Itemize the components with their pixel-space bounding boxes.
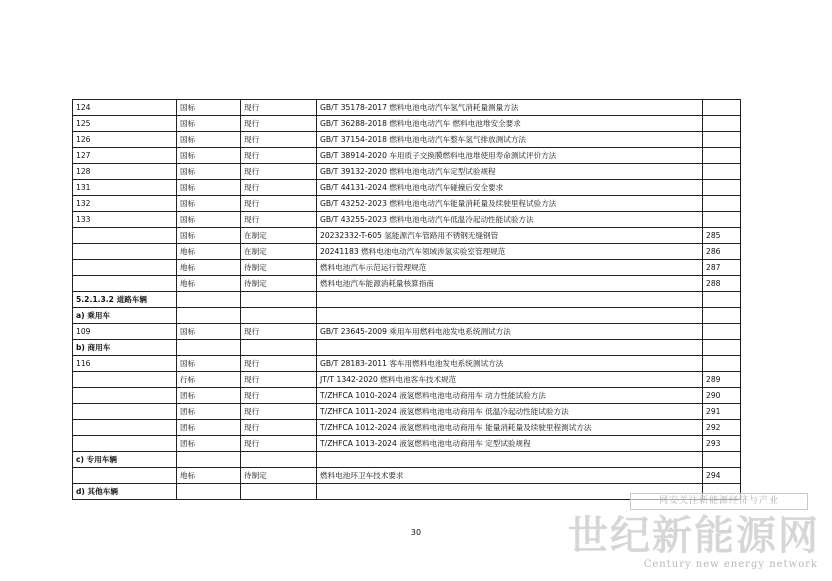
table-row bbox=[73, 116, 741, 132]
standard-status: 现行 bbox=[241, 324, 317, 340]
empty-cell bbox=[703, 308, 741, 324]
page-ref bbox=[703, 324, 741, 340]
page-ref: 285 bbox=[703, 228, 741, 244]
standard-title: 20241183 燃料电池电动汽车领域涉氢实验室管理规范 bbox=[317, 244, 703, 260]
table-row bbox=[73, 132, 741, 148]
standard-status: 待制定 bbox=[241, 276, 317, 292]
standard-level: 团标 bbox=[177, 420, 241, 436]
standard-title: GB/T 28183-2011 客车用燃料电池发电系统测试方法 bbox=[317, 356, 703, 372]
table-row bbox=[73, 404, 741, 420]
standard-level: 国标 bbox=[177, 212, 241, 228]
table-row bbox=[73, 372, 741, 388]
table-row bbox=[73, 196, 741, 212]
standard-title: 燃料电池环卫车技术要求 bbox=[317, 468, 703, 484]
empty-cell bbox=[703, 340, 741, 356]
standards-table bbox=[72, 99, 741, 500]
table-row bbox=[73, 276, 741, 292]
table-row bbox=[73, 148, 741, 164]
row-number bbox=[73, 388, 177, 404]
category-heading-row bbox=[73, 340, 741, 356]
page-ref bbox=[703, 356, 741, 372]
watermark bbox=[568, 493, 820, 575]
empty-cell bbox=[177, 340, 241, 356]
standard-status: 现行 bbox=[241, 388, 317, 404]
page-ref bbox=[703, 100, 741, 116]
empty-cell bbox=[241, 452, 317, 468]
row-number bbox=[73, 436, 177, 452]
empty-cell bbox=[177, 452, 241, 468]
standard-level: 地标 bbox=[177, 276, 241, 292]
page-ref bbox=[703, 196, 741, 212]
standard-status: 现行 bbox=[241, 196, 317, 212]
standard-level: 团标 bbox=[177, 388, 241, 404]
watermark-logo-text: 世纪新能源网 bbox=[568, 512, 820, 559]
standard-status: 现行 bbox=[241, 148, 317, 164]
standard-status: 现行 bbox=[241, 100, 317, 116]
table-row bbox=[73, 260, 741, 276]
standard-level: 团标 bbox=[177, 404, 241, 420]
standard-level: 国标 bbox=[177, 356, 241, 372]
row-number bbox=[73, 404, 177, 420]
row-number bbox=[73, 420, 177, 436]
empty-cell bbox=[703, 292, 741, 308]
standard-status: 现行 bbox=[241, 404, 317, 420]
row-number: 109 bbox=[73, 324, 177, 340]
standard-status: 现行 bbox=[241, 436, 317, 452]
row-number: 116 bbox=[73, 356, 177, 372]
watermark-subtitle: Century new energy network bbox=[643, 559, 818, 570]
page-ref: 286 bbox=[703, 244, 741, 260]
table-row bbox=[73, 212, 741, 228]
category-heading-row bbox=[73, 452, 741, 468]
page-ref bbox=[703, 212, 741, 228]
category-heading: c) 专用车辆 bbox=[73, 452, 177, 468]
standard-level: 地标 bbox=[177, 260, 241, 276]
standard-status: 现行 bbox=[241, 116, 317, 132]
table-row bbox=[73, 228, 741, 244]
table-row bbox=[73, 100, 741, 116]
standard-level: 团标 bbox=[177, 436, 241, 452]
page-ref: 293 bbox=[703, 436, 741, 452]
standard-status: 在制定 bbox=[241, 244, 317, 260]
page-ref: 287 bbox=[703, 260, 741, 276]
table-row bbox=[73, 388, 741, 404]
standard-title: GB/T 37154-2018 燃料电池电动汽车整车氢气排放测试方法 bbox=[317, 132, 703, 148]
category-heading: d) 其他车辆 bbox=[73, 484, 177, 500]
row-number: 133 bbox=[73, 212, 177, 228]
standard-title: GB/T 43255-2023 燃料电池电动汽车低温冷起动性能试验方法 bbox=[317, 212, 703, 228]
standard-level: 地标 bbox=[177, 468, 241, 484]
page-number: 30 bbox=[410, 528, 422, 537]
empty-cell bbox=[703, 452, 741, 468]
standard-title: T/ZHFCA 1010-2024 液氢燃料电池电动商用车 动力性能试验方法 bbox=[317, 388, 703, 404]
standard-status: 现行 bbox=[241, 132, 317, 148]
standard-title: T/ZHFCA 1013-2024 液氢燃料电池电动商用车 定型试验规程 bbox=[317, 436, 703, 452]
category-heading: a) 乘用车 bbox=[73, 308, 177, 324]
empty-cell bbox=[177, 308, 241, 324]
row-number: 125 bbox=[73, 116, 177, 132]
page-ref: 291 bbox=[703, 404, 741, 420]
standard-status: 现行 bbox=[241, 180, 317, 196]
page-ref bbox=[703, 180, 741, 196]
standard-title: GB/T 43252-2023 燃料电池电动汽车能量消耗量及续驶里程试验方法 bbox=[317, 196, 703, 212]
standard-title: GB/T 36288-2018 燃料电池电动汽车 燃料电池堆安全要求 bbox=[317, 116, 703, 132]
page-ref: 288 bbox=[703, 276, 741, 292]
standard-title: 20232332-T-605 氢能源汽车管路用不锈钢无缝钢管 bbox=[317, 228, 703, 244]
standard-status: 现行 bbox=[241, 164, 317, 180]
table-row bbox=[73, 324, 741, 340]
standard-title: GB/T 39132-2020 燃料电池电动汽车定型试验规程 bbox=[317, 164, 703, 180]
section-heading-row bbox=[73, 292, 741, 308]
standard-title: GB/T 44131-2024 燃料电池电动汽车碰撞后安全要求 bbox=[317, 180, 703, 196]
row-number bbox=[73, 244, 177, 260]
standard-level: 国标 bbox=[177, 324, 241, 340]
page-ref: 294 bbox=[703, 468, 741, 484]
standard-status: 现行 bbox=[241, 420, 317, 436]
empty-cell bbox=[177, 484, 241, 500]
page-ref bbox=[703, 116, 741, 132]
standard-level: 国标 bbox=[177, 132, 241, 148]
watermark-caption: 网安关注新能源经济与产业 bbox=[630, 493, 808, 510]
category-heading-row bbox=[73, 308, 741, 324]
empty-cell bbox=[317, 340, 703, 356]
table-row bbox=[73, 180, 741, 196]
table-row bbox=[73, 420, 741, 436]
standard-title: JT/T 1342-2020 燃料电池客车技术规范 bbox=[317, 372, 703, 388]
row-number: 128 bbox=[73, 164, 177, 180]
standard-level: 国标 bbox=[177, 116, 241, 132]
row-number: 126 bbox=[73, 132, 177, 148]
standard-level: 国标 bbox=[177, 148, 241, 164]
table-row bbox=[73, 468, 741, 484]
page-ref bbox=[703, 132, 741, 148]
table-row bbox=[73, 356, 741, 372]
standard-level: 行标 bbox=[177, 372, 241, 388]
standard-status: 现行 bbox=[241, 356, 317, 372]
row-number bbox=[73, 372, 177, 388]
section-heading: 5.2.1.3.2 道路车辆 bbox=[73, 292, 177, 308]
empty-cell bbox=[241, 484, 317, 500]
standard-title: 燃料电池汽车能源消耗量核算指南 bbox=[317, 276, 703, 292]
empty-cell bbox=[241, 292, 317, 308]
standard-title: 燃料电池汽车示范运行管理规范 bbox=[317, 260, 703, 276]
standard-title: GB/T 35178-2017 燃料电池电动汽车氢气消耗量测量方法 bbox=[317, 100, 703, 116]
row-number: 124 bbox=[73, 100, 177, 116]
standard-title: T/ZHFCA 1011-2024 液氢燃料电池电动商用车 低温冷起动性能试验方法 bbox=[317, 404, 703, 420]
standard-level: 地标 bbox=[177, 244, 241, 260]
table-row bbox=[73, 436, 741, 452]
table-row bbox=[73, 244, 741, 260]
standard-level: 国标 bbox=[177, 228, 241, 244]
category-heading: b) 商用车 bbox=[73, 340, 177, 356]
standard-level: 国标 bbox=[177, 180, 241, 196]
standard-title: GB/T 23645-2009 乘用车用燃料电池发电系统测试方法 bbox=[317, 324, 703, 340]
standard-title: GB/T 38914-2020 车用质子交换膜燃料电池堆使用寿命测试评价方法 bbox=[317, 148, 703, 164]
standard-level: 国标 bbox=[177, 100, 241, 116]
table-row bbox=[73, 164, 741, 180]
empty-cell bbox=[317, 308, 703, 324]
row-number bbox=[73, 228, 177, 244]
standard-level: 国标 bbox=[177, 196, 241, 212]
empty-cell bbox=[317, 452, 703, 468]
row-number: 127 bbox=[73, 148, 177, 164]
standard-status: 待制定 bbox=[241, 260, 317, 276]
row-number bbox=[73, 276, 177, 292]
standard-status: 待制定 bbox=[241, 468, 317, 484]
standard-level: 国标 bbox=[177, 164, 241, 180]
page-ref: 290 bbox=[703, 388, 741, 404]
empty-cell bbox=[241, 340, 317, 356]
row-number bbox=[73, 260, 177, 276]
page-ref bbox=[703, 164, 741, 180]
row-number: 132 bbox=[73, 196, 177, 212]
empty-cell bbox=[241, 308, 317, 324]
page-ref bbox=[703, 148, 741, 164]
standard-title: T/ZHFCA 1012-2024 液氢燃料电池电动商用车 能量消耗量及续驶里程测试方法 bbox=[317, 420, 703, 436]
standard-status: 现行 bbox=[241, 212, 317, 228]
page-ref: 289 bbox=[703, 372, 741, 388]
standard-status: 在制定 bbox=[241, 228, 317, 244]
row-number bbox=[73, 468, 177, 484]
page-ref: 292 bbox=[703, 420, 741, 436]
empty-cell bbox=[177, 292, 241, 308]
empty-cell bbox=[317, 292, 703, 308]
row-number: 131 bbox=[73, 180, 177, 196]
standard-status: 现行 bbox=[241, 372, 317, 388]
